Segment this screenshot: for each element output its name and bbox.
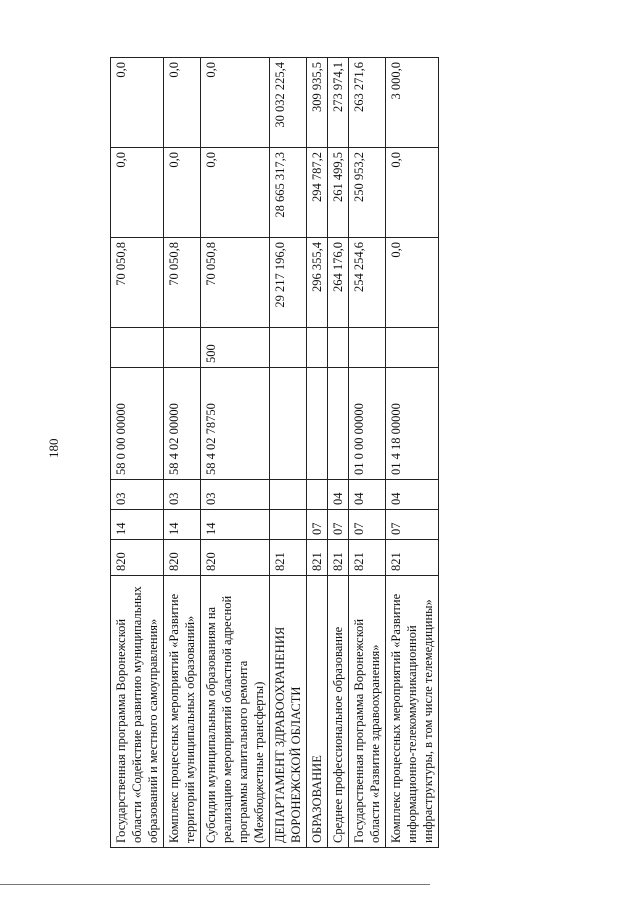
amount-year2-cell: 0,0: [201, 148, 270, 238]
amount-year1-cell: 29 217 196,0: [270, 238, 307, 328]
table-row: [201, 58, 270, 848]
expense-type-cell: [349, 328, 386, 368]
section-code-cell: 07: [328, 510, 349, 540]
amount-year3-cell: 0,0: [111, 58, 164, 148]
row-name-cell: Комплекс процессных мероприятий «Развитие территорий муниципальных образований»: [164, 576, 201, 848]
section-code-cell: 07: [386, 510, 439, 540]
subsection-code-cell: 04: [328, 480, 349, 510]
table-row: [386, 58, 439, 848]
target-article-cell: 58 0 00 00000: [111, 368, 164, 480]
page-number: 180: [46, 438, 61, 458]
target-article-cell: 01 0 00 00000: [349, 368, 386, 480]
subsection-code-cell: 03: [164, 480, 201, 510]
amount-year1-cell: 70 050,8: [164, 238, 201, 328]
ved-code-cell: 820: [164, 540, 201, 576]
section-code-cell: [270, 510, 307, 540]
amount-year1-cell: 70 050,8: [201, 238, 270, 328]
table-body: [111, 58, 439, 848]
row-name-cell: Среднее профессиональное образование: [328, 576, 349, 848]
table-row: [328, 58, 349, 848]
amount-year3-cell: 3 000,0: [386, 58, 439, 148]
expense-type-cell: [386, 328, 439, 368]
expense-type-cell: [328, 328, 349, 368]
rotated-page-content: [110, 58, 588, 848]
row-name-cell: Субсидии муниципальным образованиям на реализацию мероприятий областной адресной программы капитального ремонта (Межбюджетные трансферты): [201, 576, 270, 848]
subsection-code-cell: 03: [201, 480, 270, 510]
amount-year3-cell: 0,0: [164, 58, 201, 148]
target-article-cell: 58 4 02 78750: [201, 368, 270, 480]
budget-table: [110, 57, 439, 848]
section-code-cell: 07: [307, 510, 328, 540]
amount-year2-cell: 250 953,2: [349, 148, 386, 238]
amount-year3-cell: 263 271,6: [349, 58, 386, 148]
ved-code-cell: 820: [111, 540, 164, 576]
subsection-code-cell: 03: [111, 480, 164, 510]
table-row: [307, 58, 328, 848]
expense-type-cell: 500: [201, 328, 270, 368]
subsection-code-cell: 04: [349, 480, 386, 510]
expense-type-cell: [270, 328, 307, 368]
amount-year2-cell: 0,0: [164, 148, 201, 238]
section-code-cell: 07: [349, 510, 386, 540]
ved-code-cell: 821: [270, 540, 307, 576]
amount-year3-cell: 309 935,5: [307, 58, 328, 148]
expense-type-cell: [307, 328, 328, 368]
subsection-code-cell: [270, 480, 307, 510]
ved-code-cell: 821: [307, 540, 328, 576]
amount-year3-cell: 0,0: [201, 58, 270, 148]
section-code-cell: 14: [201, 510, 270, 540]
table-row: [270, 58, 307, 848]
target-article-cell: [307, 368, 328, 480]
target-article-cell: 01 4 18 00000: [386, 368, 439, 480]
row-name-cell: ОБРАЗОВАНИЕ: [307, 576, 328, 848]
amount-year1-cell: 264 176,0: [328, 238, 349, 328]
amount-year1-cell: 70 050,8: [111, 238, 164, 328]
table-row: [349, 58, 386, 848]
footer-divider: [0, 884, 430, 885]
expense-type-cell: [164, 328, 201, 368]
ved-code-cell: 821: [328, 540, 349, 576]
amount-year3-cell: 273 974,1: [328, 58, 349, 148]
amount-year1-cell: 254 254,6: [349, 238, 386, 328]
target-article-cell: 58 4 02 00000: [164, 368, 201, 480]
amount-year1-cell: 0,0: [386, 238, 439, 328]
row-name-cell: ДЕПАРТАМЕНТ ЗДРАВООХРАНЕНИЯ ВОРОНЕЖСКОЙ ОБЛАСТИ: [270, 576, 307, 848]
table-row: [164, 58, 201, 848]
row-name-cell: Комплекс процессных мероприятий «Развитие информационно-телекоммуникационной инфраструктуры, в том числе телемедицины»: [386, 576, 439, 848]
target-article-cell: [270, 368, 307, 480]
expense-type-cell: [111, 328, 164, 368]
section-code-cell: 14: [164, 510, 201, 540]
ved-code-cell: 820: [201, 540, 270, 576]
target-article-cell: [328, 368, 349, 480]
amount-year2-cell: 0,0: [111, 148, 164, 238]
amount-year2-cell: 0,0: [386, 148, 439, 238]
amount-year2-cell: 28 665 317,3: [270, 148, 307, 238]
table-row: [111, 58, 164, 848]
ved-code-cell: 821: [386, 540, 439, 576]
section-code-cell: 14: [111, 510, 164, 540]
amount-year3-cell: 30 032 225,4: [270, 58, 307, 148]
subsection-code-cell: [307, 480, 328, 510]
subsection-code-cell: 04: [386, 480, 439, 510]
amount-year2-cell: 294 787,2: [307, 148, 328, 238]
amount-year1-cell: 296 355,4: [307, 238, 328, 328]
row-name-cell: Государственная программа Воронежской области «Развитие здравоохранения»: [349, 576, 386, 848]
ved-code-cell: 821: [349, 540, 386, 576]
row-name-cell: Государственная программа Воронежской области «Содействие развитию муниципальных образований и местного самоуправления»: [111, 576, 164, 848]
amount-year2-cell: 261 499,5: [328, 148, 349, 238]
